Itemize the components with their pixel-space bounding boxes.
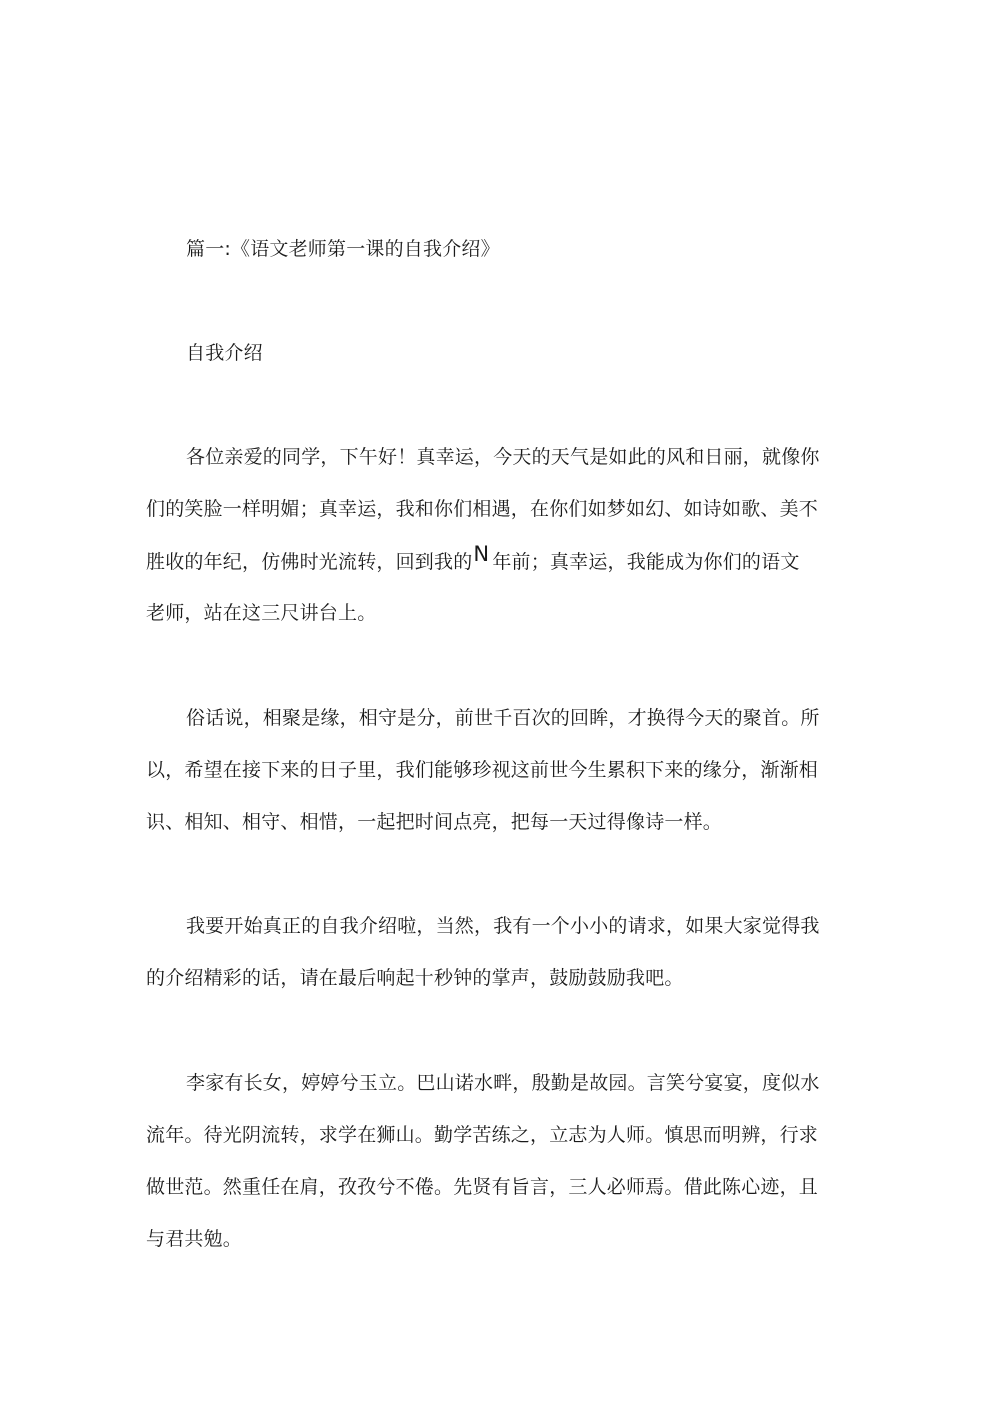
paragraph-2-line-3: 识、相知、相守、相惜，一起把时间点亮，把每一天过得像诗一样。 (146, 811, 723, 833)
paragraph-3-line-1: 我要开始真正的自我介绍啦，当然，我有一个小小的请求，如果大家觉得我 (186, 915, 820, 937)
paragraph-1-line-4: 老师，站在这三尺讲台上。 (146, 602, 377, 624)
paragraph-1-line-3 (146, 542, 800, 575)
paragraph-1-line-3-start: 胜收的年纪，仿佛时光流转，回到我的 (146, 551, 473, 573)
paragraph-3-line-2: 的介绍精彩的话，请在最后响起十秒钟的掌声，鼓励鼓励我吧。 (146, 967, 684, 989)
paragraph-1-line-3-end: 年前；真幸运，我能成为你们的语文 (492, 551, 800, 573)
paragraph-4-line-2: 流年。待光阴流转，求学在狮山。勤学苦练之，立志为人师。慎思而明辨，行求 (146, 1124, 819, 1146)
paragraph-4-line-4: 与君共勉。 (146, 1228, 243, 1250)
paragraph-4-line-3: 做世范。然重任在肩，孜孜兮不倦。先贤有旨言，三人必师焉。借此陈心迹，且 (146, 1176, 819, 1198)
paragraph-2-line-2: 以，希望在接下来的日子里，我们能够珍视这前世今生累积下来的缘分，渐渐相 (146, 759, 819, 781)
paragraph-1-line-2: 们的笑脸一样明媚；真幸运，我和你们相遇，在你们如梦如幻、如诗如歌、美不 (146, 498, 819, 520)
n-mark: N (473, 542, 490, 566)
section-heading: 自我介绍 (186, 342, 263, 364)
paragraph-1-line-1: 各位亲爱的同学，下午好！真幸运，今天的天气是如此的风和日丽，就像你 (186, 446, 820, 468)
paragraph-2-line-1: 俗话说，相聚是缘，相守是分，前世千百次的回眸，才换得今天的聚首。所 (186, 707, 820, 729)
paragraph-4-line-1: 李家有长女，婷婷兮玉立。巴山诺水畔，殷勤是故园。言笑兮宴宴，度似水 (186, 1072, 820, 1094)
document-title: 篇一:《语文老师第一课的自我介绍》 (186, 238, 500, 260)
